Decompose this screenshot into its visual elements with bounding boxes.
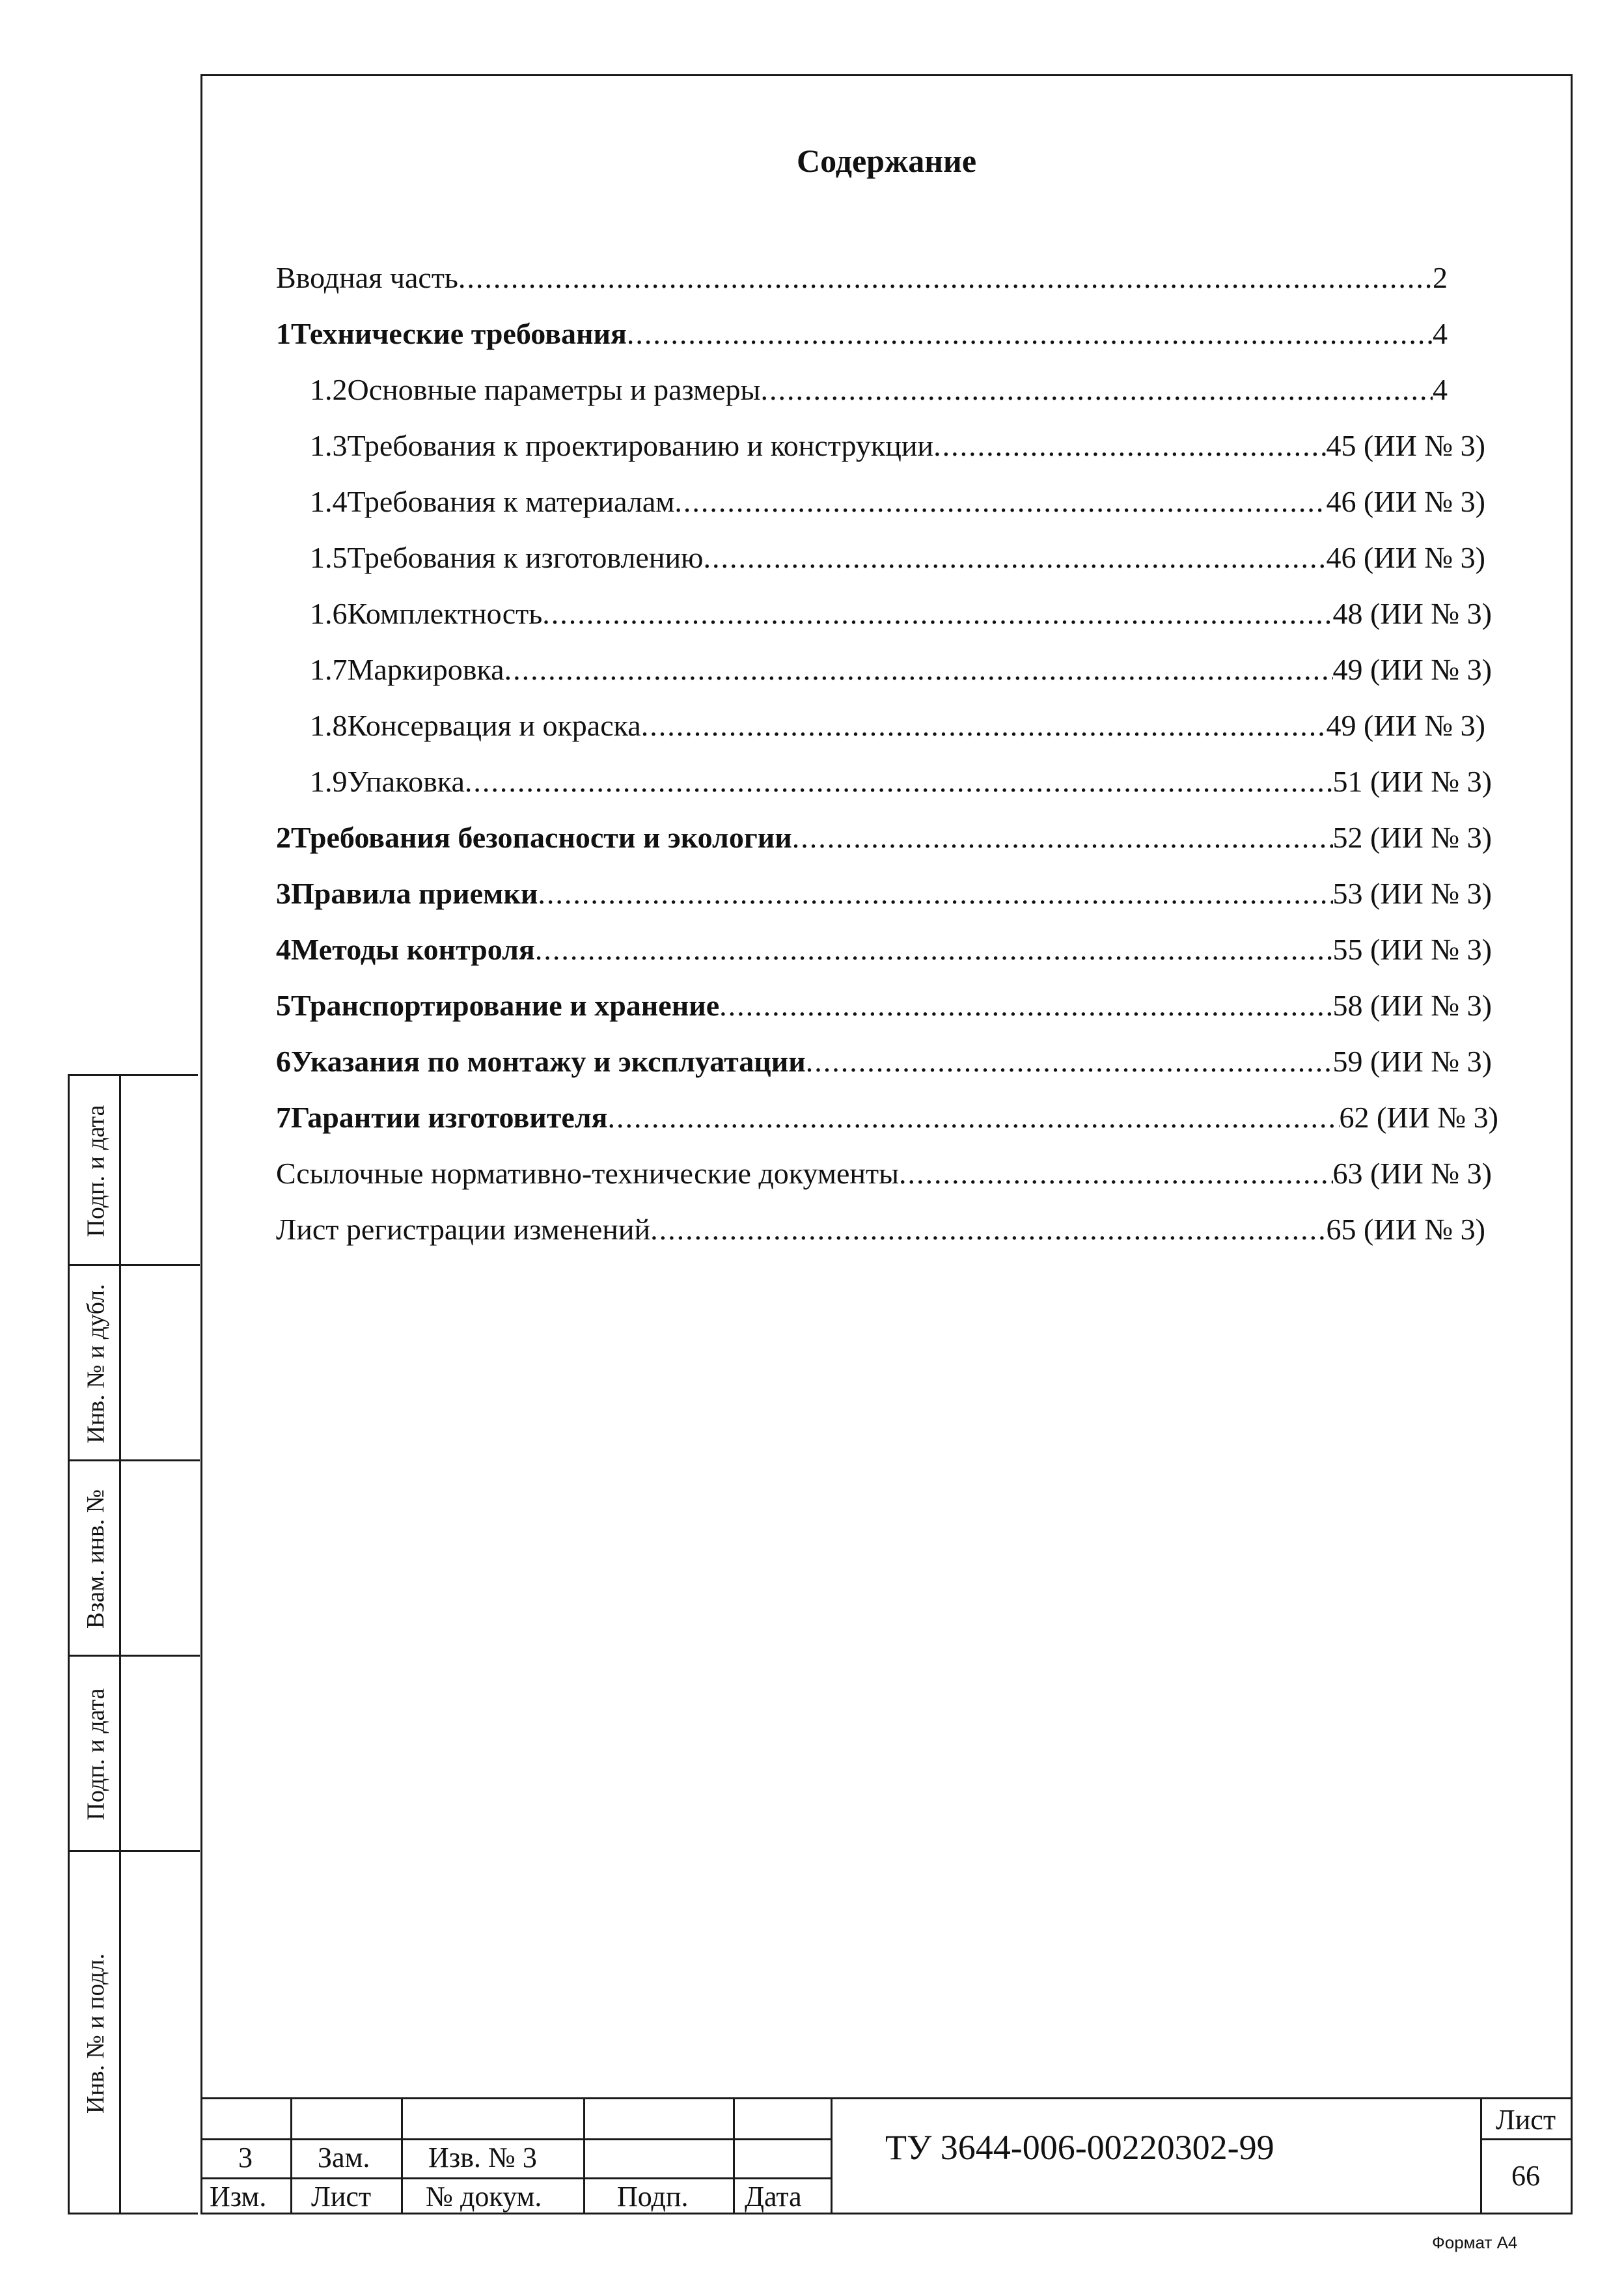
toc-entry: [276, 1044, 1492, 1086]
stamp-list-label: Лист: [311, 2181, 372, 2213]
side-label-vzam-inv: Взам. инв. №: [82, 1489, 110, 1629]
stamp-izm-label: Изм.: [210, 2181, 267, 2213]
toc-leader-dots: [674, 484, 1326, 519]
toc-entry-label: Гарантии изготовителя: [291, 1101, 608, 1134]
toc-entry-number: 1.9: [310, 765, 348, 798]
toc-entry-label: Требования к изготовлению: [347, 541, 704, 574]
toc-entry-number: 4: [276, 933, 291, 966]
toc-leader-dots: [792, 820, 1333, 855]
side-cell-inv-dubl: [70, 1266, 200, 1461]
toc-entry-label: Лист регистрации изменений: [276, 1213, 651, 1246]
stamp-date-label: Дата: [745, 2181, 802, 2213]
toc-entry: [276, 1156, 1492, 1198]
toc-leader-dots: [504, 652, 1333, 687]
toc-entry-number: 1.2: [310, 373, 348, 406]
toc-entry-number: 1: [276, 317, 291, 350]
toc-entry-page: 46 (ИИ № 3): [1326, 485, 1485, 518]
toc-entry: [276, 1212, 1485, 1254]
toc-entry-page: 55 (ИИ № 3): [1332, 933, 1492, 966]
toc-leader-dots: [627, 316, 1433, 351]
toc-leader-dots: [535, 932, 1333, 967]
toc-entry-page: 62 (ИИ № 3): [1339, 1101, 1498, 1134]
toc-entry-number: 1.7: [310, 653, 348, 686]
toc-leader-dots: [538, 876, 1332, 911]
side-label-podp-data-2: Подп. и дата: [82, 1688, 110, 1821]
stamp-doc-label: № докум.: [426, 2181, 542, 2213]
side-cell-inv-podl: [70, 1852, 200, 2214]
toc-entry-label: Технические требования: [291, 317, 627, 350]
stamp-doc-value: Изв. № 3: [428, 2142, 537, 2173]
format-note: Формат А4: [1432, 2233, 1518, 2252]
toc-entry-label: Указания по монтажу и эксплуатации: [291, 1045, 806, 1078]
stamp-line: [200, 2138, 831, 2140]
stamp-line: [831, 2099, 833, 2214]
toc-entry-label: Требования безопасности и экологии: [291, 821, 792, 854]
stamp-podp-label: Подп.: [617, 2181, 689, 2213]
toc-entry-page: 48 (ИИ № 3): [1332, 597, 1492, 630]
toc-leader-dots: [465, 764, 1333, 799]
toc-entry-label: Упаковка: [347, 765, 465, 798]
toc-entry-page: 45 (ИИ № 3): [1326, 429, 1485, 462]
toc-entry-number: 2: [276, 821, 291, 854]
stamp-line: [1480, 2138, 1573, 2140]
toc-entry: [310, 540, 1485, 582]
toc-leader-dots: [641, 708, 1327, 743]
toc-leader-dots: [703, 540, 1326, 575]
stamp-line: [733, 2099, 735, 2214]
page-title: Содержание: [796, 143, 977, 179]
toc-entry-label: Комплектность: [347, 597, 543, 630]
toc-entry: [276, 1100, 1498, 1142]
stamp-izm-value: 3: [238, 2142, 253, 2173]
toc-entry-label: Консервация и окраска: [347, 709, 641, 742]
toc-entry-label: Маркировка: [347, 653, 504, 686]
toc-entry-page: 49 (ИИ № 3): [1332, 653, 1492, 686]
toc-entry-page: 46 (ИИ № 3): [1326, 541, 1485, 574]
toc-leader-dots: [607, 1100, 1339, 1135]
toc-entry-page: 59 (ИИ № 3): [1332, 1045, 1492, 1078]
toc-entry-page: 2: [1433, 261, 1448, 294]
toc-entry: [310, 484, 1485, 526]
toc-entry-number: 1.8: [310, 709, 348, 742]
side-label-podp-data-1: Подп. и дата: [82, 1105, 110, 1237]
stamp-sheet-label: Лист: [1495, 2104, 1556, 2136]
toc-leader-dots: [760, 372, 1433, 407]
toc-entry-page: 51 (ИИ № 3): [1332, 765, 1492, 798]
side-label-inv-dubl: Инв. № и дубл.: [82, 1284, 109, 1444]
toc-leader-dots: [458, 260, 1433, 295]
toc-entry-page: 4: [1433, 373, 1448, 406]
toc-entry-number: 7: [276, 1101, 291, 1134]
toc-entry: [310, 372, 1448, 414]
toc-entry-number: 6: [276, 1045, 291, 1078]
stamp-line: [290, 2099, 292, 2214]
toc-entry: [276, 316, 1448, 358]
toc-entry-label: Ссылочные нормативно-технические документы: [276, 1157, 900, 1190]
side-label-inv-podl: Инв. № и подл.: [82, 1953, 110, 2114]
toc-entry-page: 58 (ИИ № 3): [1332, 989, 1492, 1022]
toc-entry-page: 49 (ИИ № 3): [1326, 709, 1485, 742]
toc-entry: [276, 260, 1448, 302]
toc-entry-number: 1.4: [310, 485, 348, 518]
side-cell-vzam-inv: [70, 1461, 200, 1657]
toc-entry-page: 4: [1433, 317, 1448, 350]
toc-leader-dots: [806, 1044, 1333, 1079]
toc-entry: [276, 876, 1492, 918]
toc-entry-label: Методы контроля: [291, 933, 535, 966]
toc-entry: [310, 428, 1485, 470]
stamp-line: [583, 2099, 585, 2214]
toc-entry-label: Транспортирование и хранение: [291, 989, 720, 1022]
toc-leader-dots: [899, 1156, 1333, 1191]
stamp-line: [200, 2177, 831, 2179]
toc-entry-number: 3: [276, 877, 291, 910]
side-cell-podp-data-2: [70, 1657, 200, 1852]
toc-entry-label: Требования к материалам: [347, 485, 675, 518]
toc-entry-number: 5: [276, 989, 291, 1022]
toc-leader-dots: [933, 428, 1326, 463]
toc-entry-label: Требования к проектированию и конструкции: [347, 429, 934, 462]
toc-entry: [276, 988, 1492, 1030]
toc-leader-dots: [542, 596, 1332, 631]
document-code: ТУ 3644-006-00220302-99: [885, 2128, 1274, 2167]
toc-entry: [276, 820, 1492, 862]
toc-entry-page: 63 (ИИ № 3): [1332, 1157, 1492, 1190]
toc-entry-number: 1.5: [310, 541, 348, 574]
toc-entry: [276, 932, 1492, 974]
toc-entry-number: 1.6: [310, 597, 348, 630]
stamp-line: [401, 2099, 403, 2214]
toc-entry-page: 52 (ИИ № 3): [1332, 821, 1492, 854]
toc-entry-label: Вводная часть: [276, 261, 458, 294]
side-stamp: [68, 1074, 198, 2214]
side-cell-podp-data-1: [70, 1076, 200, 1266]
toc-entry: [310, 764, 1492, 806]
toc-entry-page: 65 (ИИ № 3): [1326, 1213, 1485, 1246]
toc-entry-page: 53 (ИИ № 3): [1332, 877, 1492, 910]
stamp-list-value: Зам.: [318, 2142, 370, 2173]
toc-entry: [310, 596, 1492, 638]
toc-entry: [310, 652, 1492, 694]
toc-entry-label: Правила приемки: [291, 877, 538, 910]
toc-entry: [310, 708, 1485, 750]
toc-entry-number: 1.3: [310, 429, 348, 462]
toc-leader-dots: [650, 1212, 1326, 1247]
toc-leader-dots: [719, 988, 1332, 1023]
stamp-sheet-number: 66: [1511, 2160, 1540, 2192]
toc-entry-label: Основные параметры и размеры: [347, 373, 761, 406]
